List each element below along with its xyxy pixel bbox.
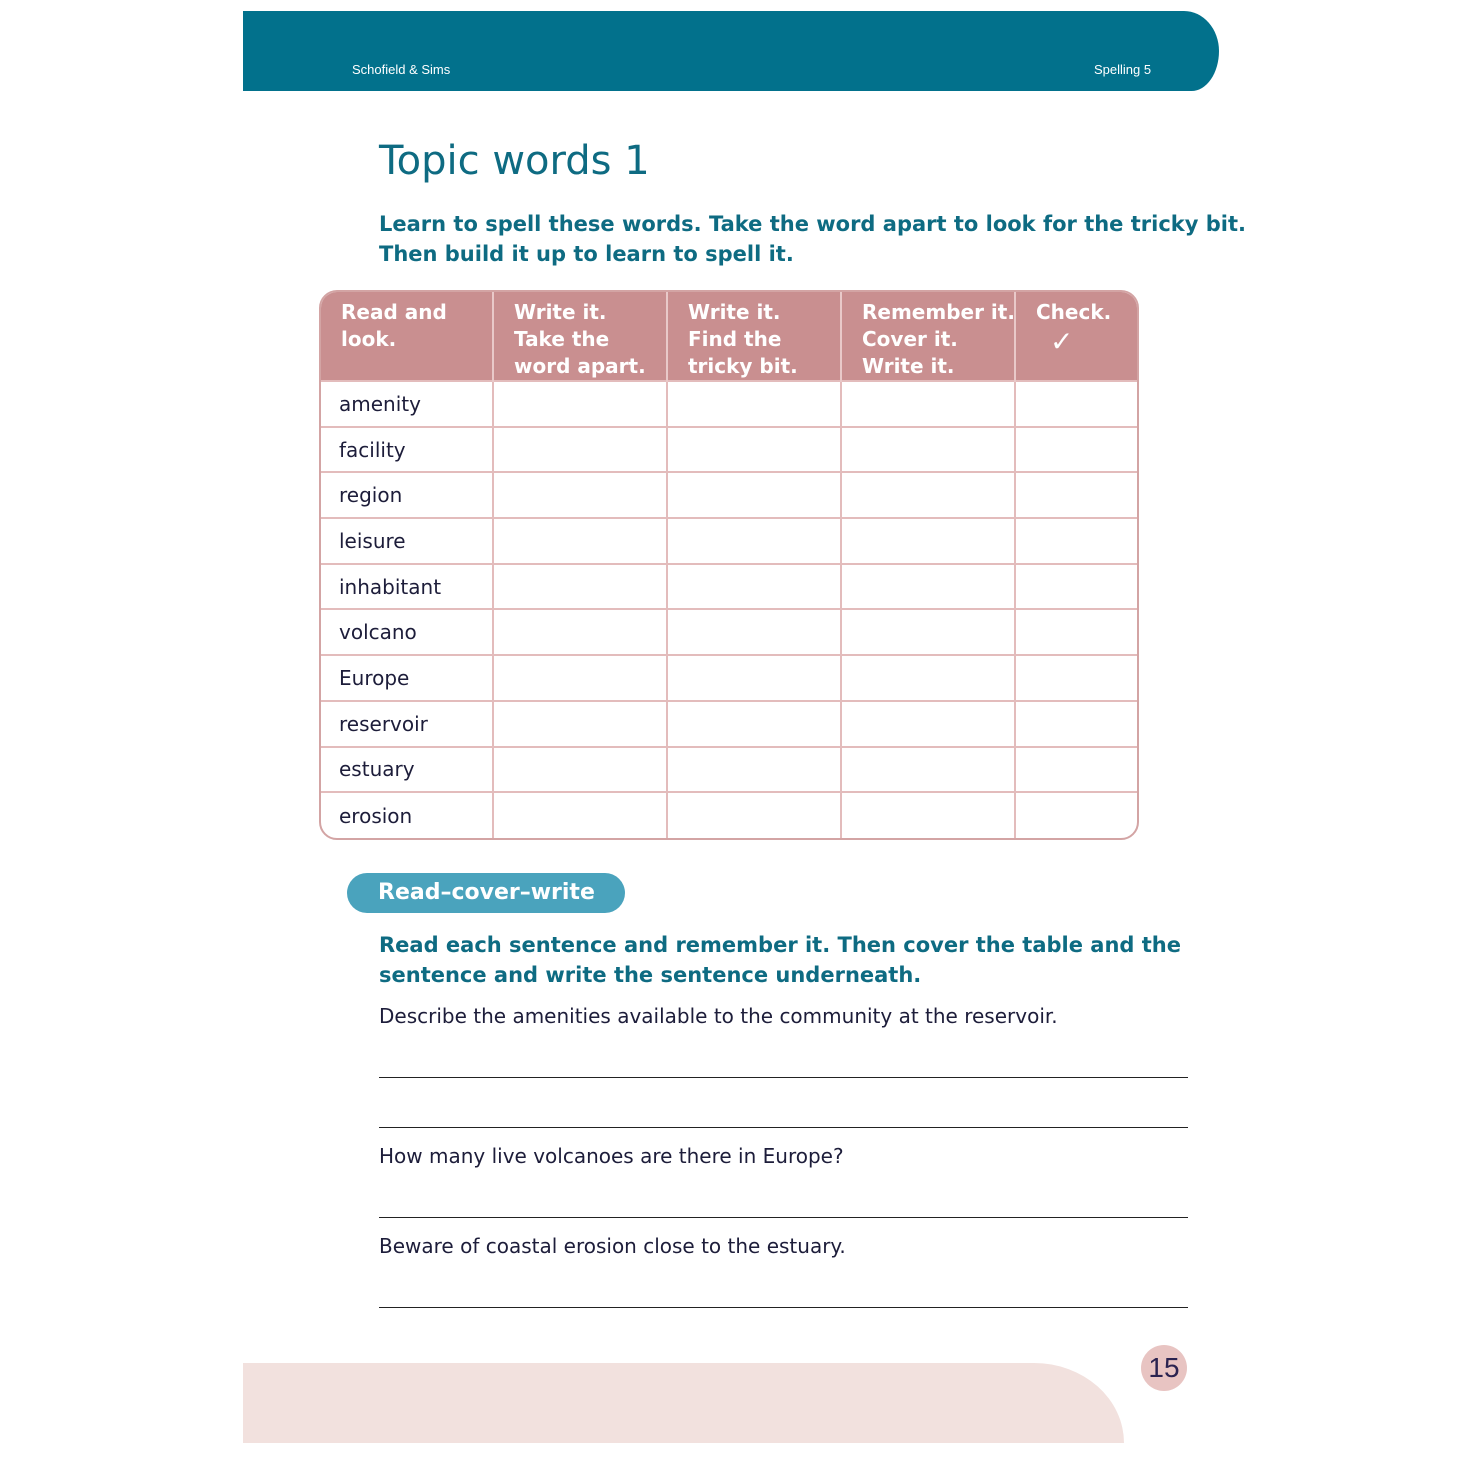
write-cell[interactable] bbox=[493, 472, 667, 518]
check-cell[interactable] bbox=[1015, 792, 1137, 838]
remember-cell[interactable] bbox=[841, 427, 1015, 473]
check-cell[interactable] bbox=[1015, 472, 1137, 518]
header-band bbox=[243, 11, 1219, 91]
tricky-cell[interactable] bbox=[667, 792, 841, 838]
word-cell: estuary bbox=[321, 747, 493, 793]
rcw-instructions-line-1: Read each sentence and remember it. Then cover the table and the bbox=[379, 933, 1181, 957]
write-cell[interactable] bbox=[493, 381, 667, 427]
check-cell[interactable] bbox=[1015, 609, 1137, 655]
tricky-cell[interactable] bbox=[667, 701, 841, 747]
read-cover-write-instructions bbox=[379, 930, 1199, 990]
write-cell[interactable] bbox=[493, 609, 667, 655]
write-cell[interactable] bbox=[493, 564, 667, 610]
answer-line[interactable] bbox=[379, 1217, 1188, 1218]
sentence-3: Beware of coastal erosion close to the estuary. bbox=[379, 1234, 846, 1258]
tricky-cell[interactable] bbox=[667, 609, 841, 655]
word-cell: volcano bbox=[321, 609, 493, 655]
sentence-1: Describe the amenities available to the community at the reservoir. bbox=[379, 1004, 1058, 1028]
read-cover-write-badge: Read–cover–write bbox=[347, 873, 625, 913]
table-row bbox=[321, 701, 1137, 747]
remember-cell[interactable] bbox=[841, 518, 1015, 564]
check-cell[interactable] bbox=[1015, 655, 1137, 701]
book-label: Spelling 5 bbox=[1094, 62, 1152, 77]
tricky-cell[interactable] bbox=[667, 472, 841, 518]
tricky-cell[interactable] bbox=[667, 518, 841, 564]
page-title: Topic words 1 bbox=[379, 138, 650, 184]
word-cell: region bbox=[321, 472, 493, 518]
write-cell[interactable] bbox=[493, 792, 667, 838]
tricky-cell[interactable] bbox=[667, 655, 841, 701]
remember-cell[interactable] bbox=[841, 472, 1015, 518]
word-cell: amenity bbox=[321, 381, 493, 427]
write-cell[interactable] bbox=[493, 747, 667, 793]
write-cell[interactable] bbox=[493, 655, 667, 701]
check-cell[interactable] bbox=[1015, 747, 1137, 793]
tricky-cell[interactable] bbox=[667, 381, 841, 427]
check-cell[interactable] bbox=[1015, 518, 1137, 564]
tricky-cell[interactable] bbox=[667, 747, 841, 793]
check-cell[interactable] bbox=[1015, 381, 1137, 427]
header-take-apart: Write it. Take the word apart. bbox=[493, 292, 667, 381]
table-row bbox=[321, 792, 1137, 838]
remember-cell[interactable] bbox=[841, 792, 1015, 838]
remember-cell[interactable] bbox=[841, 747, 1015, 793]
write-cell[interactable] bbox=[493, 427, 667, 473]
table-row bbox=[321, 381, 1137, 427]
tricky-cell[interactable] bbox=[667, 427, 841, 473]
remember-cell[interactable] bbox=[841, 609, 1015, 655]
instructions-line-2: Then build it up to learn to spell it. bbox=[379, 242, 794, 266]
answer-line[interactable] bbox=[379, 1127, 1188, 1128]
answer-line[interactable] bbox=[379, 1307, 1188, 1308]
word-cell: leisure bbox=[321, 518, 493, 564]
header-read-look: Read and look. bbox=[321, 292, 493, 381]
table-row bbox=[321, 655, 1137, 701]
answer-line[interactable] bbox=[379, 1077, 1188, 1078]
word-cell: inhabitant bbox=[321, 564, 493, 610]
write-cell[interactable] bbox=[493, 518, 667, 564]
header-check: Check. ✓ bbox=[1015, 292, 1137, 381]
header-remember: Remember it. Cover it. Write it. bbox=[841, 292, 1015, 381]
check-mark-icon: ✓ bbox=[1050, 325, 1074, 358]
table-header-row bbox=[321, 292, 1137, 381]
check-cell[interactable] bbox=[1015, 564, 1137, 610]
table-row bbox=[321, 564, 1137, 610]
instructions-line-1: Learn to spell these words. Take the word apart to look for the tricky bit. bbox=[379, 212, 1246, 236]
check-cell[interactable] bbox=[1015, 427, 1137, 473]
remember-cell[interactable] bbox=[841, 701, 1015, 747]
table-row bbox=[321, 609, 1137, 655]
tricky-cell[interactable] bbox=[667, 564, 841, 610]
publisher-label: Schofield & Sims bbox=[352, 62, 451, 77]
spelling-table bbox=[319, 290, 1139, 840]
table-row bbox=[321, 518, 1137, 564]
table-row bbox=[321, 472, 1137, 518]
word-cell: Europe bbox=[321, 655, 493, 701]
footer-band bbox=[243, 1363, 1124, 1443]
remember-cell[interactable] bbox=[841, 381, 1015, 427]
word-cell: reservoir bbox=[321, 701, 493, 747]
check-cell[interactable] bbox=[1015, 701, 1137, 747]
remember-cell[interactable] bbox=[841, 564, 1015, 610]
write-cell[interactable] bbox=[493, 701, 667, 747]
table-row bbox=[321, 747, 1137, 793]
table-row bbox=[321, 427, 1137, 473]
page-number: 15 bbox=[1141, 1345, 1187, 1391]
rcw-instructions-line-2: sentence and write the sentence underneath. bbox=[379, 963, 922, 987]
word-cell: erosion bbox=[321, 792, 493, 838]
remember-cell[interactable] bbox=[841, 655, 1015, 701]
instructions bbox=[379, 209, 1246, 269]
header-tricky-bit: Write it. Find the tricky bit. bbox=[667, 292, 841, 381]
sentence-2: How many live volcanoes are there in Europe? bbox=[379, 1144, 844, 1168]
word-cell: facility bbox=[321, 427, 493, 473]
